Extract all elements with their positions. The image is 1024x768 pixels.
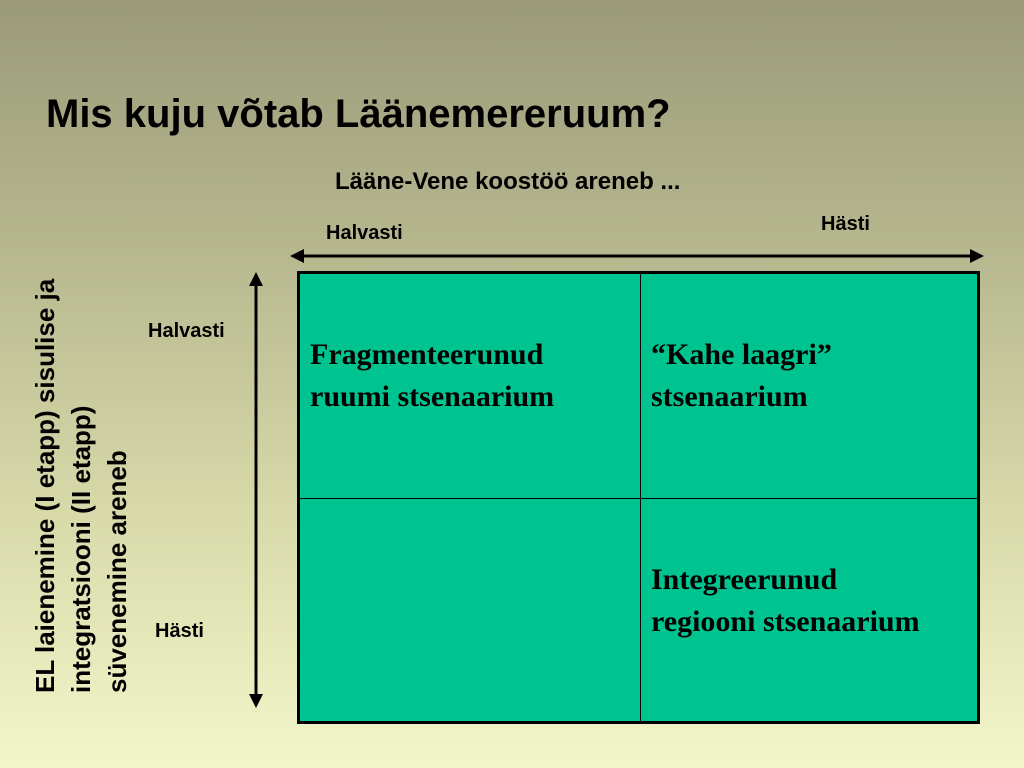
- cell-text: Fragmenteerunud: [310, 338, 544, 371]
- scenario-matrix: [297, 271, 980, 724]
- y-axis-title-line: EL laienemine (I etapp) sisulise ja: [30, 278, 60, 693]
- slide-title: Mis kuju võtab Läänemereruum?: [46, 92, 671, 136]
- cell-text: ruumi stsenaarium: [310, 380, 555, 413]
- y-axis-title-line: süvenemine areneb: [102, 450, 132, 693]
- cell-bottom-left: [300, 499, 641, 721]
- x-axis-right-label: Hästi: [821, 213, 870, 235]
- x-axis-title: Lääne-Vene koostöö areneb ...: [335, 168, 681, 195]
- cell-text: regiooni stsenaarium: [651, 605, 920, 638]
- cell-text: stsenaarium: [651, 380, 808, 413]
- x-axis-left-label: Halvasti: [326, 222, 403, 244]
- cell-text: “Kahe laagri”: [651, 338, 832, 371]
- cell-bottom-right: [641, 499, 977, 721]
- y-axis-title-line: integratsiooni (II etapp): [66, 405, 96, 693]
- y-axis-top-label: Halvasti: [148, 320, 225, 342]
- cell-text: Integreerunud: [651, 563, 838, 596]
- cell-top-right: [641, 274, 977, 499]
- vertical-double-arrow: [249, 272, 263, 708]
- horizontal-double-arrow: [290, 249, 984, 263]
- y-axis-bottom-label: Hästi: [155, 620, 204, 642]
- cell-top-left: [300, 274, 641, 499]
